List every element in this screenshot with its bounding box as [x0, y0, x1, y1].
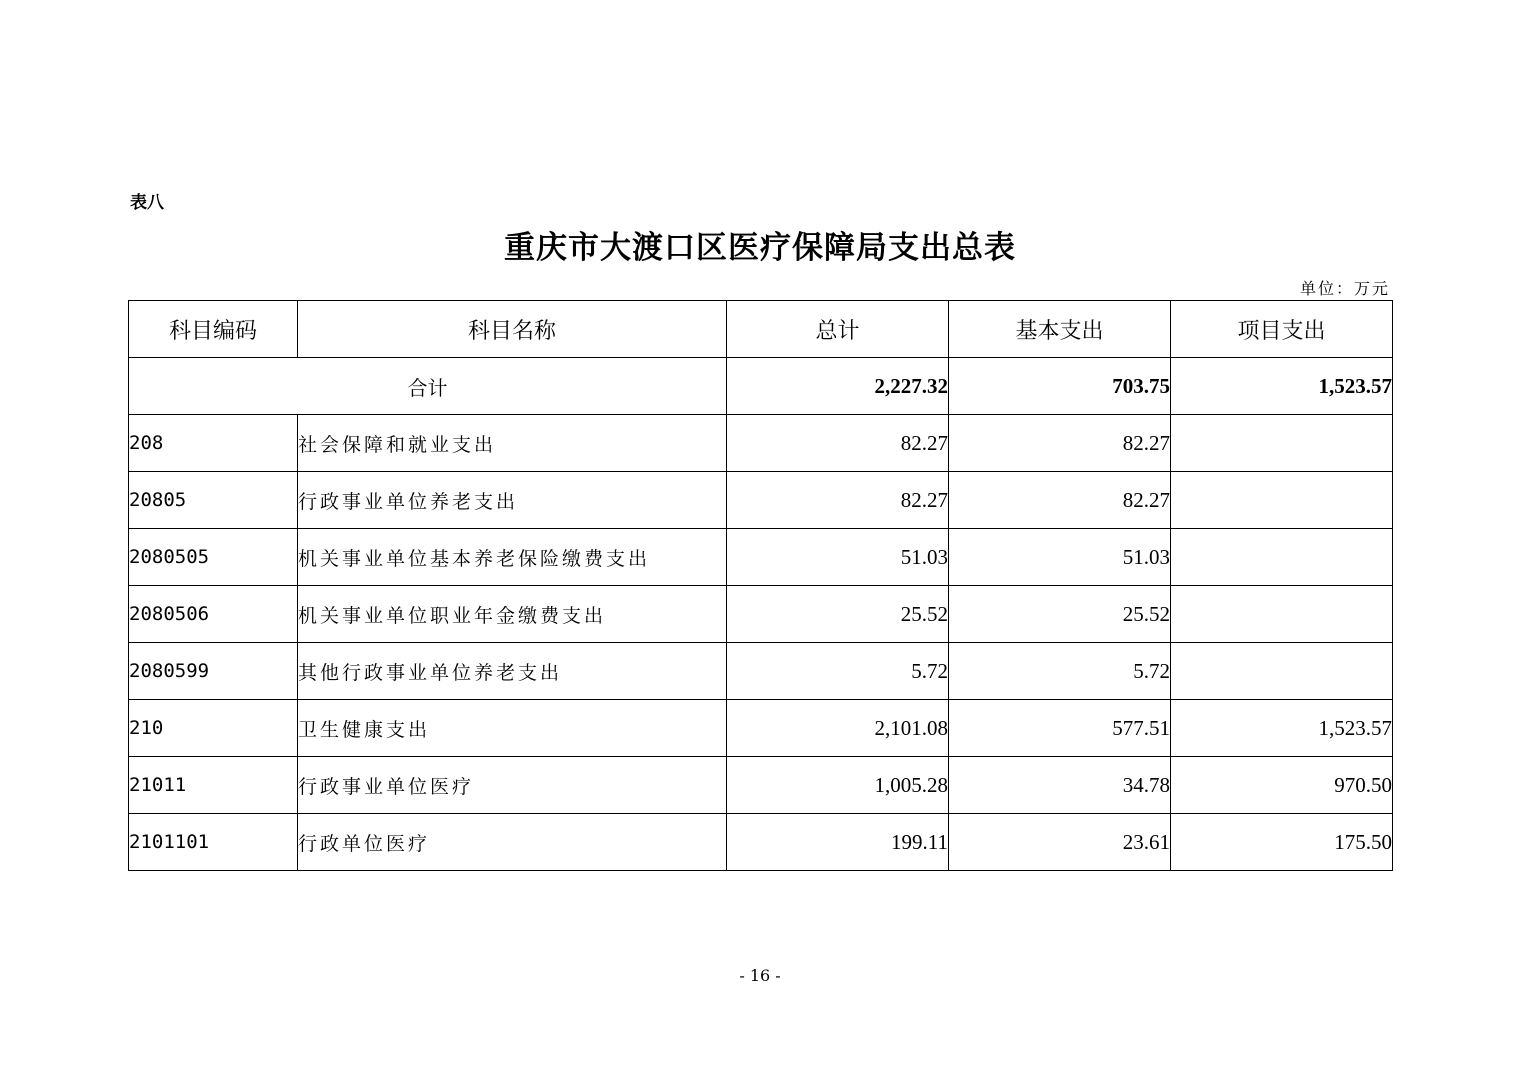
row-code: 20805 [129, 472, 298, 529]
expense-table [128, 300, 1393, 871]
row-code: 2080599 [129, 643, 298, 700]
column-header-name: 科目名称 [298, 301, 727, 358]
row-code: 2080506 [129, 586, 298, 643]
row-project: 970.50 [1171, 757, 1393, 814]
table-header-row [129, 301, 1393, 358]
row-basic: 23.61 [949, 814, 1171, 871]
row-project [1171, 415, 1393, 472]
row-name: 机关事业单位基本养老保险缴费支出 [298, 529, 727, 586]
total-row [129, 358, 1393, 415]
row-name: 机关事业单位职业年金缴费支出 [298, 586, 727, 643]
row-total: 199.11 [727, 814, 949, 871]
row-basic: 51.03 [949, 529, 1171, 586]
row-project: 175.50 [1171, 814, 1393, 871]
row-code: 208 [129, 415, 298, 472]
row-code: 21011 [129, 757, 298, 814]
row-name: 行政单位医疗 [298, 814, 727, 871]
row-name: 行政事业单位养老支出 [298, 472, 727, 529]
row-name: 卫生健康支出 [298, 700, 727, 757]
table-row [129, 700, 1393, 757]
row-total: 82.27 [727, 415, 949, 472]
row-name: 社会保障和就业支出 [298, 415, 727, 472]
row-total: 25.52 [727, 586, 949, 643]
row-project [1171, 643, 1393, 700]
table-row [129, 757, 1393, 814]
total-sum: 2,227.32 [727, 358, 949, 415]
table-row [129, 529, 1393, 586]
row-basic: 34.78 [949, 757, 1171, 814]
row-code: 210 [129, 700, 298, 757]
row-basic: 577.51 [949, 700, 1171, 757]
row-basic: 82.27 [949, 415, 1171, 472]
table-row [129, 814, 1393, 871]
row-total: 5.72 [727, 643, 949, 700]
column-header-basic: 基本支出 [949, 301, 1171, 358]
table-row [129, 415, 1393, 472]
column-header-total: 总计 [727, 301, 949, 358]
row-project [1171, 586, 1393, 643]
row-project: 1,523.57 [1171, 700, 1393, 757]
column-header-project: 项目支出 [1171, 301, 1393, 358]
page-number: - 16 - [739, 966, 781, 985]
table-label: 表八 [130, 193, 164, 213]
row-total: 82.27 [727, 472, 949, 529]
row-total: 1,005.28 [727, 757, 949, 814]
total-label: 合计 [129, 358, 727, 415]
row-total: 51.03 [727, 529, 949, 586]
column-header-code: 科目编码 [129, 301, 298, 358]
total-basic: 703.75 [949, 358, 1171, 415]
row-code: 2101101 [129, 814, 298, 871]
row-basic: 25.52 [949, 586, 1171, 643]
row-basic: 5.72 [949, 643, 1171, 700]
row-project [1171, 529, 1393, 586]
row-name: 其他行政事业单位养老支出 [298, 643, 727, 700]
row-project [1171, 472, 1393, 529]
row-name: 行政事业单位医疗 [298, 757, 727, 814]
row-basic: 82.27 [949, 472, 1171, 529]
row-total: 2,101.08 [727, 700, 949, 757]
row-code: 2080505 [129, 529, 298, 586]
table-row [129, 643, 1393, 700]
page-title: 重庆市大渡口区医疗保障局支出总表 [504, 230, 1016, 266]
table-row [129, 472, 1393, 529]
table-row [129, 586, 1393, 643]
unit-note: 单位：万元 [1299, 279, 1390, 298]
total-project: 1,523.57 [1171, 358, 1393, 415]
